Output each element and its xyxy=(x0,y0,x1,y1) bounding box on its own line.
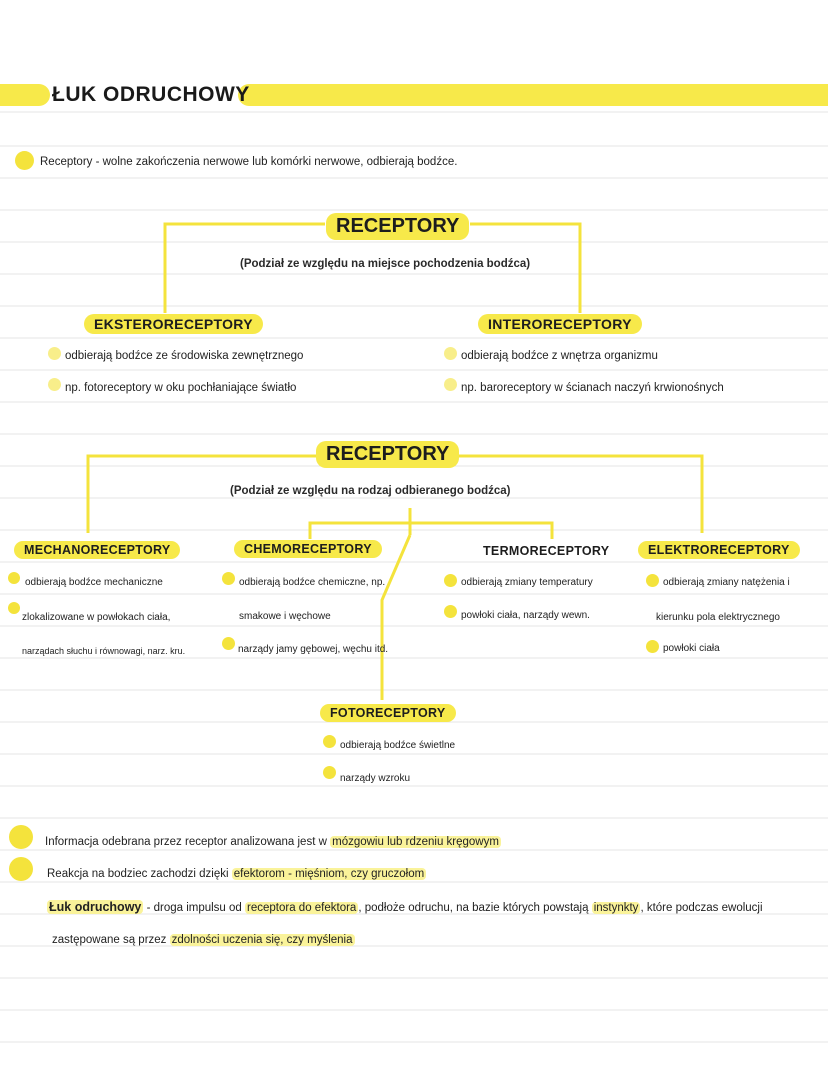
mechano-item: odbierają bodźce mechaniczne xyxy=(25,577,163,588)
bullet-dot-icon xyxy=(323,735,336,748)
bullet-dot-icon xyxy=(444,574,457,587)
bullet-dot-icon xyxy=(323,766,336,779)
chemo-item: narządy jamy gębowej, węchu itd. xyxy=(238,644,389,655)
chemo-item: smakowe i węchowe xyxy=(239,611,331,622)
intero-item: odbierają bodźce z wnętrza organizmu xyxy=(461,350,658,362)
elektro-item: kierunku pola elektrycznego xyxy=(656,612,780,623)
note-text: Reakcja na bodziec zachodzi dzięki xyxy=(47,868,232,880)
termo-item: powłoki ciała, narządy wewn. xyxy=(461,610,590,621)
note-reaction xyxy=(47,868,426,880)
note-highlight: efektorom - mięśniom, czy gruczołom xyxy=(233,868,425,880)
eksteroreceptory-heading: EKSTERORECEPTORY xyxy=(84,314,263,334)
bullet-dot-icon xyxy=(9,857,33,881)
note-reflex-arc-cont xyxy=(52,934,355,946)
tree2-subtitle: (Podział ze względu na rodzaj odbieranego bodźca) xyxy=(230,485,511,497)
bullet-dot-icon xyxy=(9,825,33,849)
bullet-dot-icon xyxy=(8,572,20,584)
tree1-root: RECEPTORY xyxy=(326,213,469,240)
elektro-item: odbierają zmiany natężenia i xyxy=(663,577,790,588)
termo-item: odbierają zmiany temperatury xyxy=(461,577,593,588)
elektro-item: powłoki ciała xyxy=(663,643,720,654)
note-highlight: instynkty xyxy=(593,902,639,914)
note-term: Łuk odruchowy xyxy=(49,900,142,914)
intro-text: Receptory - wolne zakończenia nerwowe lub komórki nerwowe, odbierają bodźce. xyxy=(40,156,458,168)
foto-item: narządy wzroku xyxy=(340,773,411,784)
foto-item: odbierają bodźce świetlne xyxy=(340,740,456,751)
page-title: ŁUK ODRUCHOWY xyxy=(52,83,250,106)
fotoreceptory-heading: FOTORECEPTORY xyxy=(320,704,456,722)
mechano-item: narządach słuchu i równowagi, narz. kru. xyxy=(22,646,186,656)
ekstero-item: np. fotoreceptory w oku pochłaniające światło xyxy=(65,382,297,394)
note-text: , podłoże odruchu, na bazie których powstają xyxy=(358,902,592,914)
intero-item: np. baroreceptory w ścianach naczyń krwionośnych xyxy=(461,382,724,394)
tree2-root: RECEPTORY xyxy=(316,441,459,468)
bullet-dot-icon xyxy=(8,602,20,614)
note-information xyxy=(45,836,501,848)
tree1-subtitle: (Podział ze względu na miejsce pochodzenia bodźca) xyxy=(240,258,531,270)
note-text: - droga impulsu od xyxy=(143,902,246,914)
mechanoreceptory-heading: MECHANORECEPTORY xyxy=(14,541,180,559)
note-highlight: mózgowiu lub rdzeniu kręgowym xyxy=(332,836,499,848)
bullet-dot-icon xyxy=(646,640,659,653)
bullet-dot-icon xyxy=(444,605,457,618)
note-text: Informacja odebrana przez receptor analizowana jest w xyxy=(45,836,331,848)
bullet-dot-icon xyxy=(222,637,235,650)
mechano-item: zlokalizowane w powłokach ciała, xyxy=(22,612,171,623)
elektroreceptory-heading: ELEKTRORECEPTORY xyxy=(638,541,800,559)
chemo-item: odbierają bodźce chemiczne, np. xyxy=(239,577,386,588)
note-reflex-arc xyxy=(47,900,763,914)
termoreceptory-heading: TERMORECEPTORY xyxy=(483,544,610,558)
interoreceptory-heading: INTERORECEPTORY xyxy=(478,314,642,334)
note-highlight: zdolności uczenia się, czy myślenia xyxy=(171,934,353,946)
bullet-dot-icon xyxy=(48,347,61,360)
chemoreceptory-heading: CHEMORECEPTORY xyxy=(234,540,382,558)
bullet-dot-icon xyxy=(444,347,457,360)
bullet-dot-icon xyxy=(646,574,659,587)
bullet-dot-icon xyxy=(444,378,457,391)
note-text: zastępowane są przez xyxy=(52,934,170,946)
ekstero-item: odbierają bodźce ze środowiska zewnętrznego xyxy=(65,350,304,362)
bullet-dot-icon xyxy=(222,572,235,585)
note-text: , które podczas ewolucji xyxy=(640,902,763,914)
note-highlight: receptora do efektora xyxy=(247,902,357,914)
bullet-dot-icon xyxy=(48,378,61,391)
